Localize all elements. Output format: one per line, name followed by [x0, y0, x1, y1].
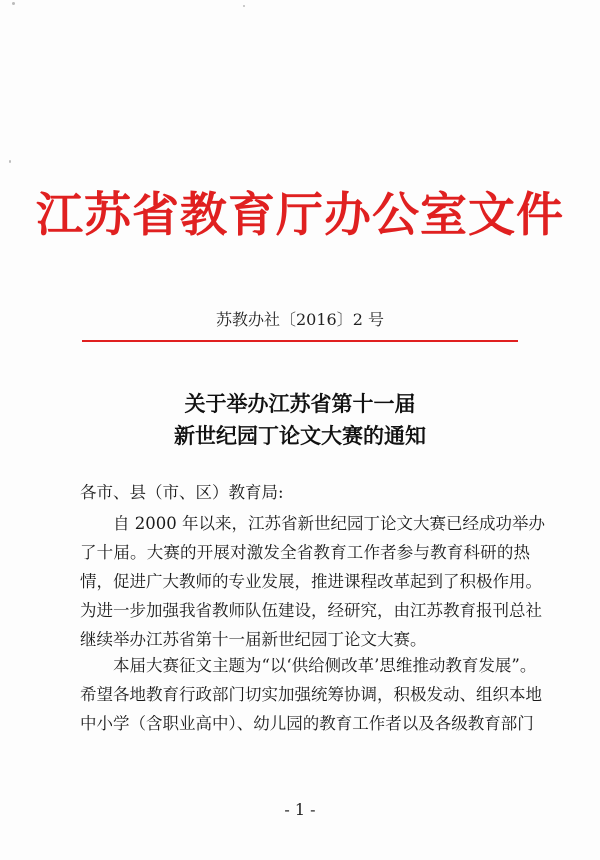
- paragraph-line: 中小学（含职业高中）、幼儿园的教育工作者以及各级教育部门: [80, 714, 534, 733]
- paragraph-line: 本届大赛征文主题为“以‘供给侧改革’思维推动教育发展”。: [113, 656, 537, 675]
- document-number: 苏教办社〔2016〕2 号: [216, 310, 384, 329]
- red-divider-line: [82, 340, 518, 342]
- paragraph-line: 情，促进广大教师的专业发展，推进课程改革起到了积极作用。: [80, 572, 542, 591]
- addressee: 各市、县（市、区）教育局:: [80, 483, 284, 502]
- scan-speck: [9, 160, 11, 163]
- page-number: - 1 -: [284, 800, 316, 819]
- body-paragraph-1: [80, 509, 545, 654]
- body-paragraph-2: [80, 651, 542, 738]
- paragraph-line: 了十届。大赛的开展对激发全省教育工作者参与教育科研的热: [80, 543, 530, 562]
- scan-speck: [243, 5, 245, 7]
- paragraph-line: 为进一步加强我省教师队伍建设，经研究，由江苏教育报刊总社: [80, 601, 542, 620]
- paragraph-line: 希望各地教育行政部门切实加强统筹协调，积极发动、组织本地: [80, 685, 542, 704]
- scan-speck: [12, 2, 15, 5]
- notice-title: [0, 388, 600, 452]
- masthead-title: 江苏省教育厅办公室文件: [36, 188, 564, 243]
- paragraph-line: 自 2000 年以来，江苏省新世纪园丁论文大赛已经成功举办: [113, 514, 545, 533]
- notice-title-line-1: 关于举办江苏省第十一届: [184, 392, 416, 416]
- paragraph-line: 继续举办江苏省第十一届新世纪园丁论文大赛。: [80, 630, 427, 649]
- notice-title-line-2: 新世纪园丁论文大赛的通知: [174, 424, 426, 448]
